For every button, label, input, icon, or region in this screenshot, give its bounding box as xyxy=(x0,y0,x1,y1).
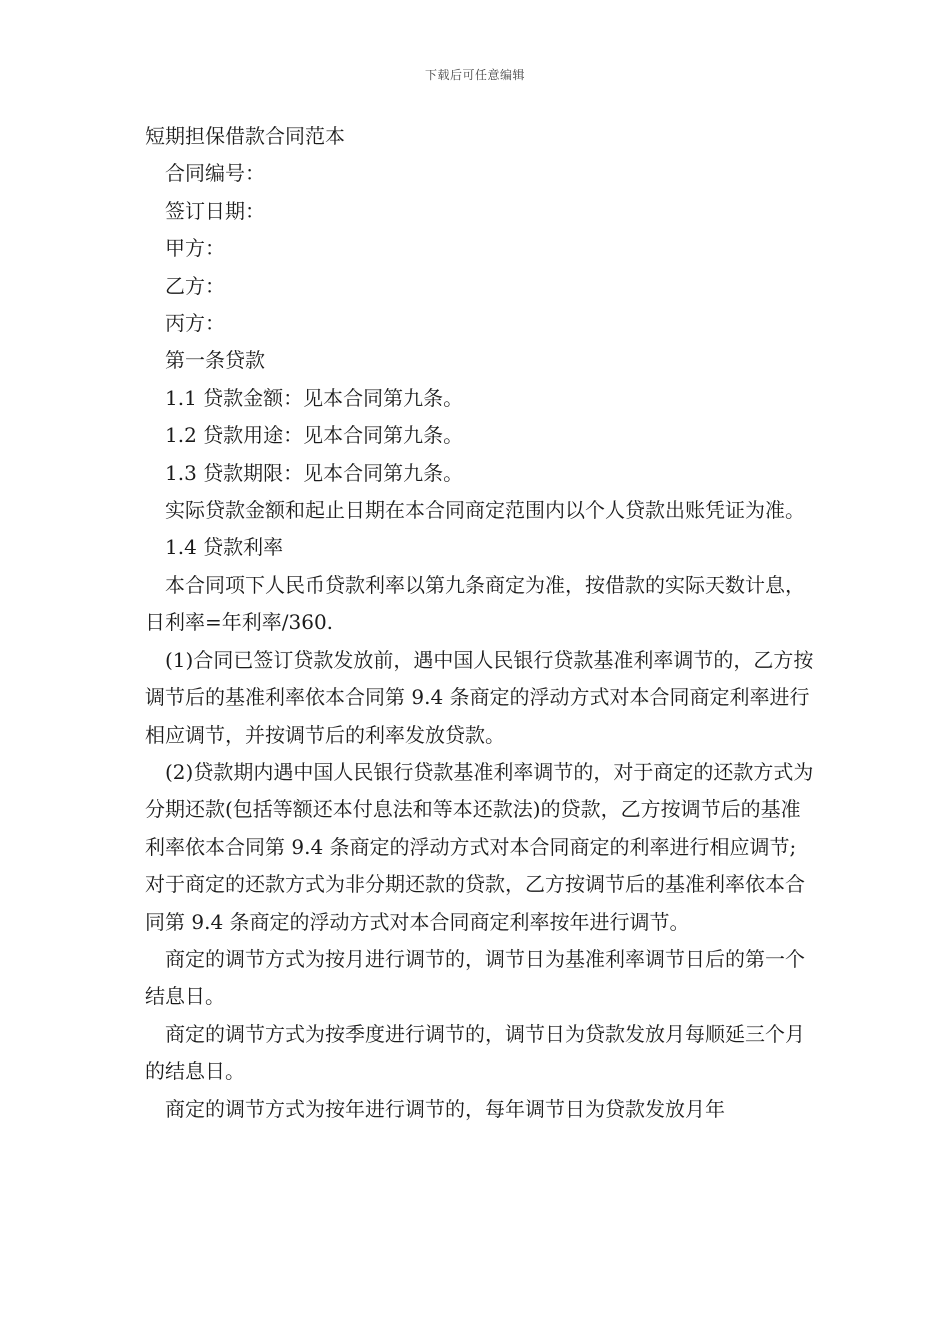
paragraph-item-1: (1)合同已签订贷款发放前，遇中国人民银行贷款基准利率调节的，乙方按调节后的基准利率依本合同第 9.4 条商定的浮动方式对本合同商定利率进行相应调节，并按调节后的利率发放贷款。 xyxy=(145,647,814,747)
paragraph-quarterly-adjust: 商定的调节方式为按季度进行调节的，调节日为贷款发放月每顺延三个月的结息日。 xyxy=(145,1021,805,1084)
document-body xyxy=(145,118,815,1128)
page-header: 下载后可任意编辑 xyxy=(424,68,525,82)
clause-1-3: 1.3 贷款期限：见本合同第九条。 xyxy=(165,460,464,485)
party-b-line: 乙方： xyxy=(165,273,225,298)
paragraph-interest-rate: 本合同项下人民币贷款利率以第九条商定为准，按借款的实际天数计息，日利率=年利率/360. xyxy=(145,572,805,635)
article-1-heading: 第一条贷款 xyxy=(165,348,265,373)
clause-1-4: 1.4 贷款利率 xyxy=(165,535,284,560)
clause-1-2: 1.2 贷款用途：见本合同第九条。 xyxy=(165,423,464,448)
paragraph-monthly-adjust: 商定的调节方式为按月进行调节的，调节日为基准利率调节日后的第一个结息日。 xyxy=(145,946,805,1009)
contract-number-line: 合同编号： xyxy=(165,161,265,186)
sign-date-line: 签订日期： xyxy=(165,198,265,223)
paragraph-item-2: (2)贷款期内遇中国人民银行贷款基准利率调节的，对于商定的还款方式为分期还款(包括等额还本付息法和等本还款法)的贷款，乙方按调节后的基准利率依本合同第 9.4 条商定的浮动方式对本合同商定的利率进行相应调节;对于商定的还款方式为非分期还款的贷款，乙方按调节后的基准利率依本合同第 9.4 条商定的浮动方式对本合同商定利率按年进行调节。 xyxy=(145,759,814,934)
party-c-line: 丙方： xyxy=(165,311,225,336)
paragraph-actual-amount: 实际贷款金额和起止日期在本合同商定范围内以个人贷款出账凭证为准。 xyxy=(165,498,805,523)
document-title: 短期担保借款合同范本 xyxy=(145,124,345,148)
party-a-line: 甲方： xyxy=(165,236,225,261)
clause-1-1: 1.1 贷款金额：见本合同第九条。 xyxy=(165,385,464,410)
paragraph-yearly-adjust: 商定的调节方式为按年进行调节的，每年调节日为贷款发放月年 xyxy=(165,1096,725,1121)
